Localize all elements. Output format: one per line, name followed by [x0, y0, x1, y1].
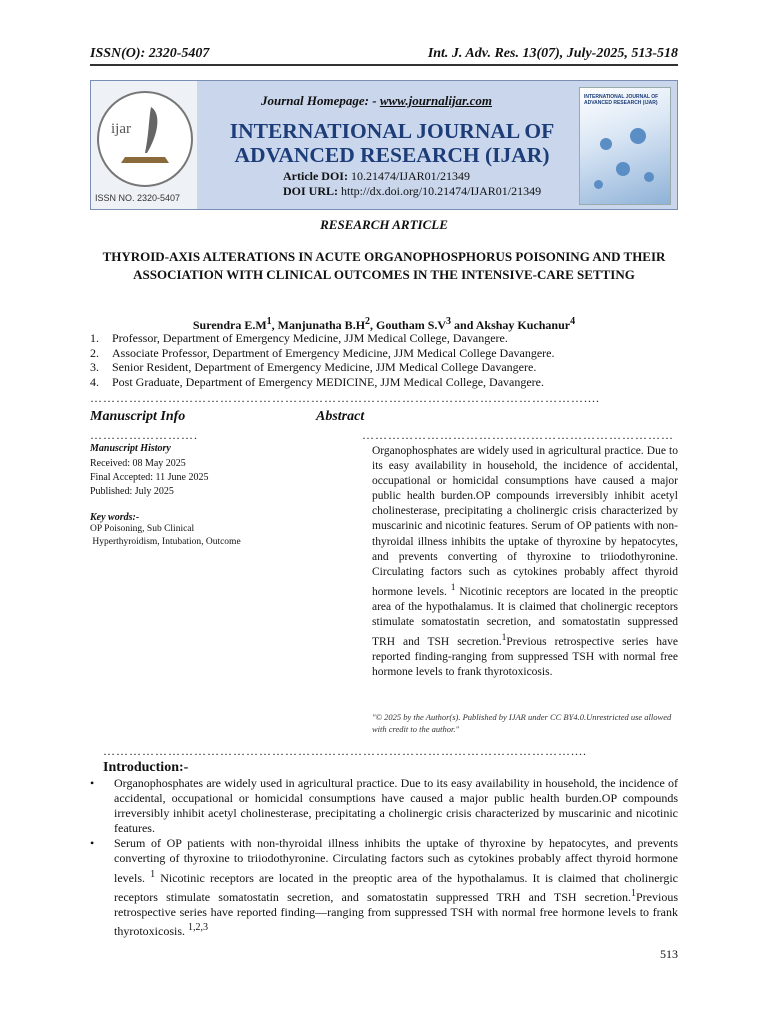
molecule-icon: [644, 172, 654, 182]
homepage-label: Journal Homepage: -: [261, 93, 380, 108]
author: Surendra E.M: [192, 318, 267, 332]
affiliation-item: [90, 360, 555, 375]
journal-cover-image: [579, 87, 671, 205]
molecule-icon: [630, 128, 646, 144]
affiliation-text: Post Graduate, Department of Emergency MEDICINE, JJM Medical College, Davangere.: [112, 374, 544, 389]
manuscript-history-label: Manuscript History: [90, 443, 171, 454]
author-sep: and: [451, 318, 476, 332]
author-sep: ,: [370, 318, 377, 332]
affiliation-text: Senior Resident, Department of Emergency Medicine, JJM Medical College Davangere.: [112, 360, 537, 374]
citation-sup: 1: [150, 868, 156, 880]
author-sup: 3: [446, 316, 452, 327]
doi-url-label: DOI URL:: [283, 184, 339, 198]
header-citation: Int. J. Adv. Res. 13(07), July-2025, 513-518: [427, 46, 678, 61]
dotted-divider: …………………….: [90, 430, 198, 440]
bullet-icon: •: [90, 776, 95, 790]
author: Manjunatha B.H: [277, 318, 366, 332]
header-rule: [90, 64, 678, 66]
abstract-heading: Abstract: [316, 409, 365, 424]
molecule-icon: [594, 180, 603, 189]
doi-label: Article DOI:: [283, 169, 348, 183]
molecule-icon: [616, 162, 630, 176]
author: Goutham S.V: [376, 318, 447, 332]
bullet-text: Nicotinic receptors are located in the preoptic area of the hypothalamus. It is claimed that cholinergic receptors stimulate somatostatin secretion, and somatostatin suppressed TRH and TSH secretion.: [114, 870, 678, 904]
author-sup: 2: [365, 316, 371, 327]
keywords-line: OP Poisoning, Sub Clinical: [90, 524, 195, 534]
received-date: Received: 08 May 2025: [90, 458, 186, 469]
keywords: [90, 523, 270, 549]
author: Akshay Kuchanur: [475, 318, 571, 332]
accepted-date: Final Accepted: 11 June 2025: [90, 472, 209, 483]
affiliation-number: 1.: [90, 331, 99, 345]
bullet-text: Organophosphates are widely used in agricultural practice. Due to its easy availability in household, the incidence of accidental, occupational or homicidal consumptions have caused a major public health burden.OP compounds irreversibly inhibit acetyl cholinesterase, precipitating a cholinergic crisis characterized by muscarinic and nicotinic features.: [114, 776, 678, 836]
author-sup: 4: [570, 316, 576, 327]
bullet-icon: •: [90, 836, 95, 851]
homepage-link[interactable]: www.journalijar.com: [379, 93, 493, 108]
affiliation-number: 2.: [90, 345, 99, 360]
keywords-line: Hyperthyroidism, Intubation, Outcome: [90, 537, 241, 547]
dotted-divider: ……………………………………………………………………………………………………....: [90, 393, 600, 403]
dotted-divider: ………………………………………………………………………………………………....: [103, 746, 587, 756]
affiliation-item: [90, 375, 555, 390]
journal-title: INTERNATIONAL JOURNAL OF ADVANCED RESEARCH (IJAR): [229, 119, 555, 167]
logo-quill-icon: [97, 91, 193, 187]
doi-block: [283, 169, 541, 199]
journal-logo: [91, 81, 197, 209]
cover-title: INTERNATIONAL JOURNAL OF ADVANCED RESEARCH (IJAR): [584, 94, 659, 106]
abstract-text: [372, 444, 678, 680]
introduction-bullet: [90, 836, 678, 939]
manuscript-info-heading: Manuscript Info: [90, 409, 186, 424]
affiliation-number: 4.: [90, 374, 99, 389]
affiliation-text: Professor, Department of Emergency Medicine, JJM Medical College, Davangere.: [112, 331, 508, 345]
abstract-part: Previous retrospective series have reported finding-ranging from suppressed TSH with normal free hormone levels to frank thyrotoxicosis.: [372, 635, 678, 678]
citation-sup: 1: [446, 581, 460, 593]
keywords-label: Key words:-: [90, 512, 140, 523]
journal-banner: [90, 80, 678, 210]
doi-value[interactable]: 10.21474/IJAR01/21349: [347, 169, 470, 183]
paper-title: THYROID-AXIS ALTERATIONS IN ACUTE ORGANOPHOSPHORUS POISONING AND THEIR ASSOCIATION WITH CLINICAL OUTCOMES IN THE INTENSIVE-CARE SETTING: [102, 249, 666, 282]
affiliation-item: [90, 331, 555, 346]
bullet-text: Serum of OP patients with non-thyroidal illness inhibits the uptake of thyroxine by hepatocytes, and prevents converting of thyroxine to triiodothyronine. Circulating factors such as cytokines probably affect thyroid hormone levels.: [114, 836, 678, 885]
article-type: RESEARCH ARTICLE: [320, 217, 448, 232]
logo-text: ijar: [111, 121, 131, 137]
dotted-divider: ………………………………………………………………: [362, 430, 674, 440]
author-sep: ,: [271, 318, 278, 332]
copyright-notice: "© 2025 by the Author(s). Published by IJAR under CC BY4.0.Unrestricted use allowed with credit to the author.": [372, 712, 672, 734]
citation-sup: 1: [501, 631, 507, 643]
affiliation-text: Associate Professor, Department of Emergency Medicine, JJM Medical College Davangere.: [112, 345, 555, 360]
introduction-heading: Introduction:-: [103, 760, 189, 775]
citation-sup: 1,2,3: [188, 921, 208, 933]
doi-url-value[interactable]: http://dx.doi.org/10.21474/IJAR01/21349: [338, 184, 542, 198]
author-sup: 1: [266, 316, 272, 327]
page-number: 513: [660, 947, 678, 961]
header-issn: ISSN(O): 2320-5407: [90, 46, 210, 61]
introduction-list: [90, 776, 678, 939]
abstract-part: Nicotinic receptors are located in the preoptic area of the hypothalamus. It is claimed that cholinergic receptors stimulate somatostatin secretion, and somatostatin suppressed TRH and TSH secretion.: [372, 585, 679, 648]
logo-issn: ISSN NO. 2320-5407: [95, 193, 181, 203]
manuscript-history: [90, 457, 209, 499]
bullet-text: Previous retrospective series have reported finding—ranging from suppressed TSH with normal free hormone levels to frank thyrotoxicosis.: [114, 889, 678, 938]
published-date: Published: July 2025: [90, 486, 174, 497]
affiliation-number: 3.: [90, 360, 99, 374]
affiliation-item: [90, 346, 555, 361]
molecule-icon: [600, 138, 612, 150]
abstract-part: Organophosphates are widely used in agricultural practice. Due to its easy availability in household, the incidence of accidental, occupational or homicidal consumptions have caused a major public health burden.OP compounds irreversibly inhibit acetyl cholinesterase, precipitating a cholinergic crisis characterized by muscarinic and nicotinic features. Serum of OP patients with non-thyroidal illness inhibits the uptake of thyroxine by hepatocytes, and prevents converting of thyroxine to triiodothyronine. Circulating factors such as cytokines probably affect thyroid hormone levels.: [372, 445, 678, 598]
citation-sup: 1: [631, 887, 636, 899]
journal-homepage: [261, 93, 492, 109]
affiliation-list: [90, 331, 555, 389]
introduction-bullet: [90, 776, 678, 836]
